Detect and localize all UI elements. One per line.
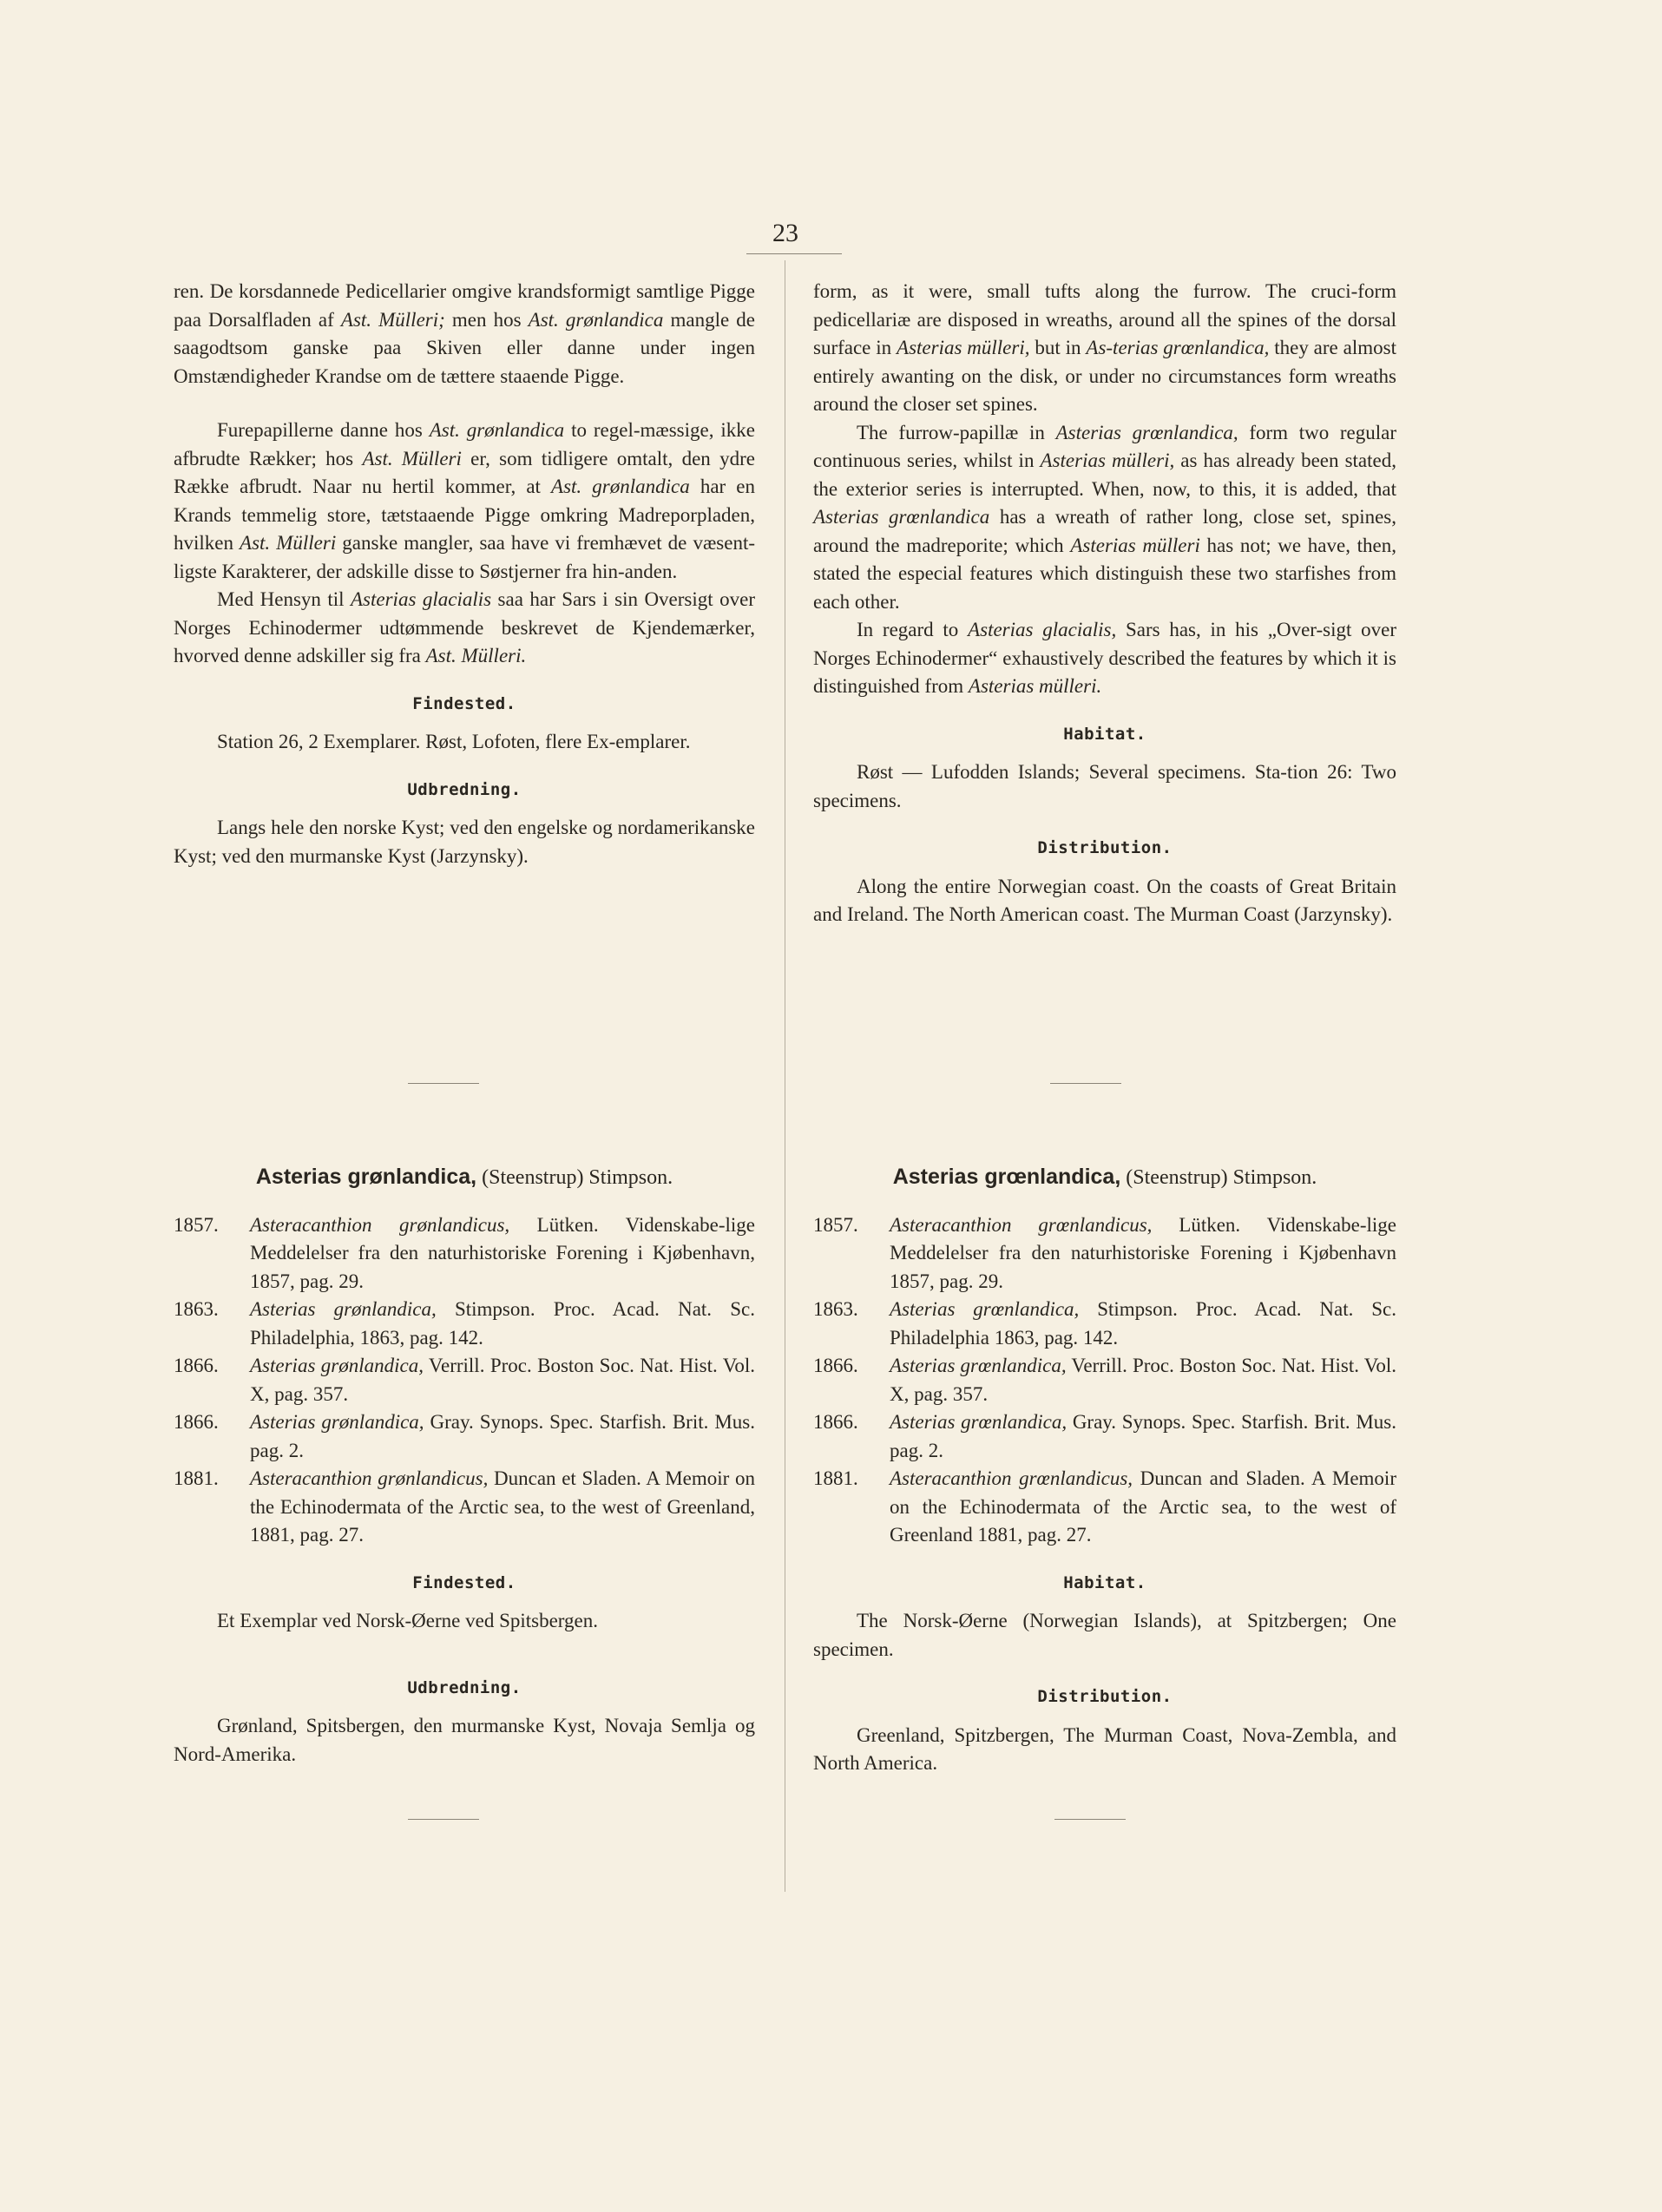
left-paragraph-2: Furepapillerne danne hos Ast. grønlandica to regel-mæssige, ikke afbrudte Rækker; hos Ast. Mülleri er, som tidligere omtalt, den ydre Række afbrudt. Naar nu hertil kommer, at Ast. grønlandica har en Krands temmelig store, tætstaaende Pigge omkring Madreporpladen, hvilken Ast. Mülleri ganske mangler, saa have vi fremhævet de væsent-ligste Karakterer, der adskille disse to Søstjerner fra hin-anden. — [174, 419, 756, 582]
habitat-text: The Norsk-Øerne (Norwegian Islands), at Spitzbergen; One specimen. — [813, 1610, 1396, 1660]
section-rule-right-1 — [1050, 1083, 1121, 1084]
reference-entry: 1881. Asteracanthion grønlandicus, Duncan et Sladen. A Memoir on the Echinodermata of the Arctic sea, to the west of Greenland, 1881, pag. 27. — [174, 1467, 755, 1546]
habitat-text: Røst — Lufodden Islands; Several specimens. Sta-tion 26: Two specimens. — [813, 761, 1396, 811]
species-title-left: Asterias grønlandica, (Steenstrup) Stimpson. — [255, 1165, 673, 1189]
udbredning-heading: Udbredning. — [407, 779, 522, 799]
reference-entry: 1881. Asteracanthion grœnlandicus, Duncan and Sladen. A Memoir on the Echinodermata of the Arctic sea, to the west of Greenland 1881, pag. 27. — [813, 1467, 1396, 1546]
page-number: 23 — [772, 219, 798, 247]
reference-entry: 1857. Asteracanthion grœnlandicus, Lütken. Videnskabe-lige Meddelelser fra den naturhistoriske Forening i Kjøbenhavn 1857, pag. 29. — [813, 1213, 1396, 1292]
reference-entry: 1866. Asterias grœnlandica, Verrill. Proc. Boston Soc. Nat. Hist. Vol. X, pag. 357. — [813, 1355, 1396, 1405]
distribution-heading: Distribution. — [1037, 1687, 1173, 1706]
reference-list-right — [813, 1211, 1396, 1550]
udbredning-heading: Udbredning. — [407, 1677, 522, 1697]
section-rule-right-2 — [1054, 1819, 1126, 1820]
left-paragraph-3: Med Hensyn til Asterias glacialis saa har Sars i sin Oversigt over Norges Echinodermer udtømmende beskrevet de Kjendemærker, hvorved denne adskiller sig fra Ast. Mülleri. — [174, 588, 755, 666]
findested-text: Station 26, 2 Exemplarer. Røst, Lofoten, flere Ex-emplarer. — [217, 731, 691, 752]
findested-heading: Findested. — [412, 693, 516, 713]
right-paragraph-3: In regard to Asterias glacialis, Sars has, in his „Over-sigt over Norges Echinodermer“ exhaustively described the features by which it is distinguished from Asterias mülleri. — [813, 619, 1396, 697]
reference-entry: 1863. Asterias grœnlandica, Stimpson. Proc. Acad. Nat. Sc. Philadelphia 1863, pag. 142. — [813, 1298, 1397, 1349]
reference-entry: 1866. Asterias grœnlandica, Gray. Synops. Spec. Starfish. Brit. Mus. pag. 2. — [813, 1411, 1396, 1461]
udbredning-text: Langs hele den norske Kyst; ved den engelske og nordamerikanske Kyst; ved den murmanske Kyst (Jarzynsky). — [174, 817, 755, 867]
findested-text: Et Exemplar ved Norsk-Øerne ved Spitsbergen. — [217, 1610, 599, 1631]
reference-entry: 1866. Asterias grønlandica, Gray. Synops. Spec. Starfish. Brit. Mus. pag. 2. — [174, 1411, 755, 1461]
left-paragraph-1: ren. De korsdannede Pedicellarier omgive krandsformigt samtlige Pigge paa Dorsalfladen af Ast. Mülleri; men hos Ast. grønlandica mangle de saagodtsom ganske paa Skiven eller danne under ingen Omstændigheder Krandse om de tættere staaende Pigge. — [174, 280, 755, 387]
findested-heading: Findested. — [412, 1572, 516, 1592]
distribution-text: Greenland, Spitzbergen, The Murman Coast, Nova-Zembla, and North America. — [813, 1723, 1396, 1774]
reference-entry: 1857. Asteracanthion grønlandicus, Lütken. Videnskabe-lige Meddelelser fra den naturhistoriske Forening i Kjøbenhavn, 1857, pag. 29. — [174, 1213, 756, 1292]
habitat-heading: Habitat. — [1063, 1572, 1146, 1592]
reference-entry: 1863. Asterias grønlandica, Stimpson. Proc. Acad. Nat. Sc. Philadelphia, 1863, pag. 142. — [174, 1298, 755, 1349]
section-rule-left-2 — [408, 1819, 479, 1820]
left-column-upper — [174, 278, 755, 870]
right-column-lower — [813, 1163, 1396, 1778]
species-title-right: Asterias grœnlandica, (Steenstrup) Stimpson. — [892, 1165, 1317, 1189]
section-rule-left-1 — [408, 1083, 479, 1084]
distribution-heading: Distribution. — [1037, 838, 1173, 857]
right-paragraph-1: form, as it were, small tufts along the furrow. The cruci-form pedicellariæ are disposed in wreaths, around all the spines of the dorsal surface in Asterias mülleri, but in As-terias grœnlandica, they are almost entirely awanting on the disk, or under no circumstances form wreaths around the closer set spines. — [813, 280, 1396, 415]
distribution-text: Along the entire Norwegian coast. On the coasts of Great Britain and Ireland. The North American coast. The Murman Coast (Jarzynsky). — [813, 875, 1396, 925]
reference-entry: 1866. Asterias grønlandica, Verrill. Proc. Boston Soc. Nat. Hist. Vol. X, pag. 357. — [174, 1355, 755, 1405]
reference-list-left — [174, 1211, 755, 1550]
left-column-lower — [174, 1163, 755, 1769]
right-column-upper — [813, 278, 1396, 929]
udbredning-text: Grønland, Spitsbergen, den murmanske Kyst, Novaja Semlja og Nord-Amerika. — [174, 1715, 755, 1765]
page-number-rule — [746, 253, 842, 254]
right-paragraph-2: The furrow-papillæ in Asterias grœnlandica, form two regular continuous series, whilst in Asterias mülleri, as has already been stated, the exterior series is interrupted. When, now, to this, it is added, that Asterias grœnlandica has a wreath of rather long, close set, spines, around the madreporite; which Asterias mülleri has not; we have, then, stated the especial features which distinguish these two starfishes from each other. — [813, 421, 1397, 613]
habitat-heading: Habitat. — [1063, 724, 1146, 744]
